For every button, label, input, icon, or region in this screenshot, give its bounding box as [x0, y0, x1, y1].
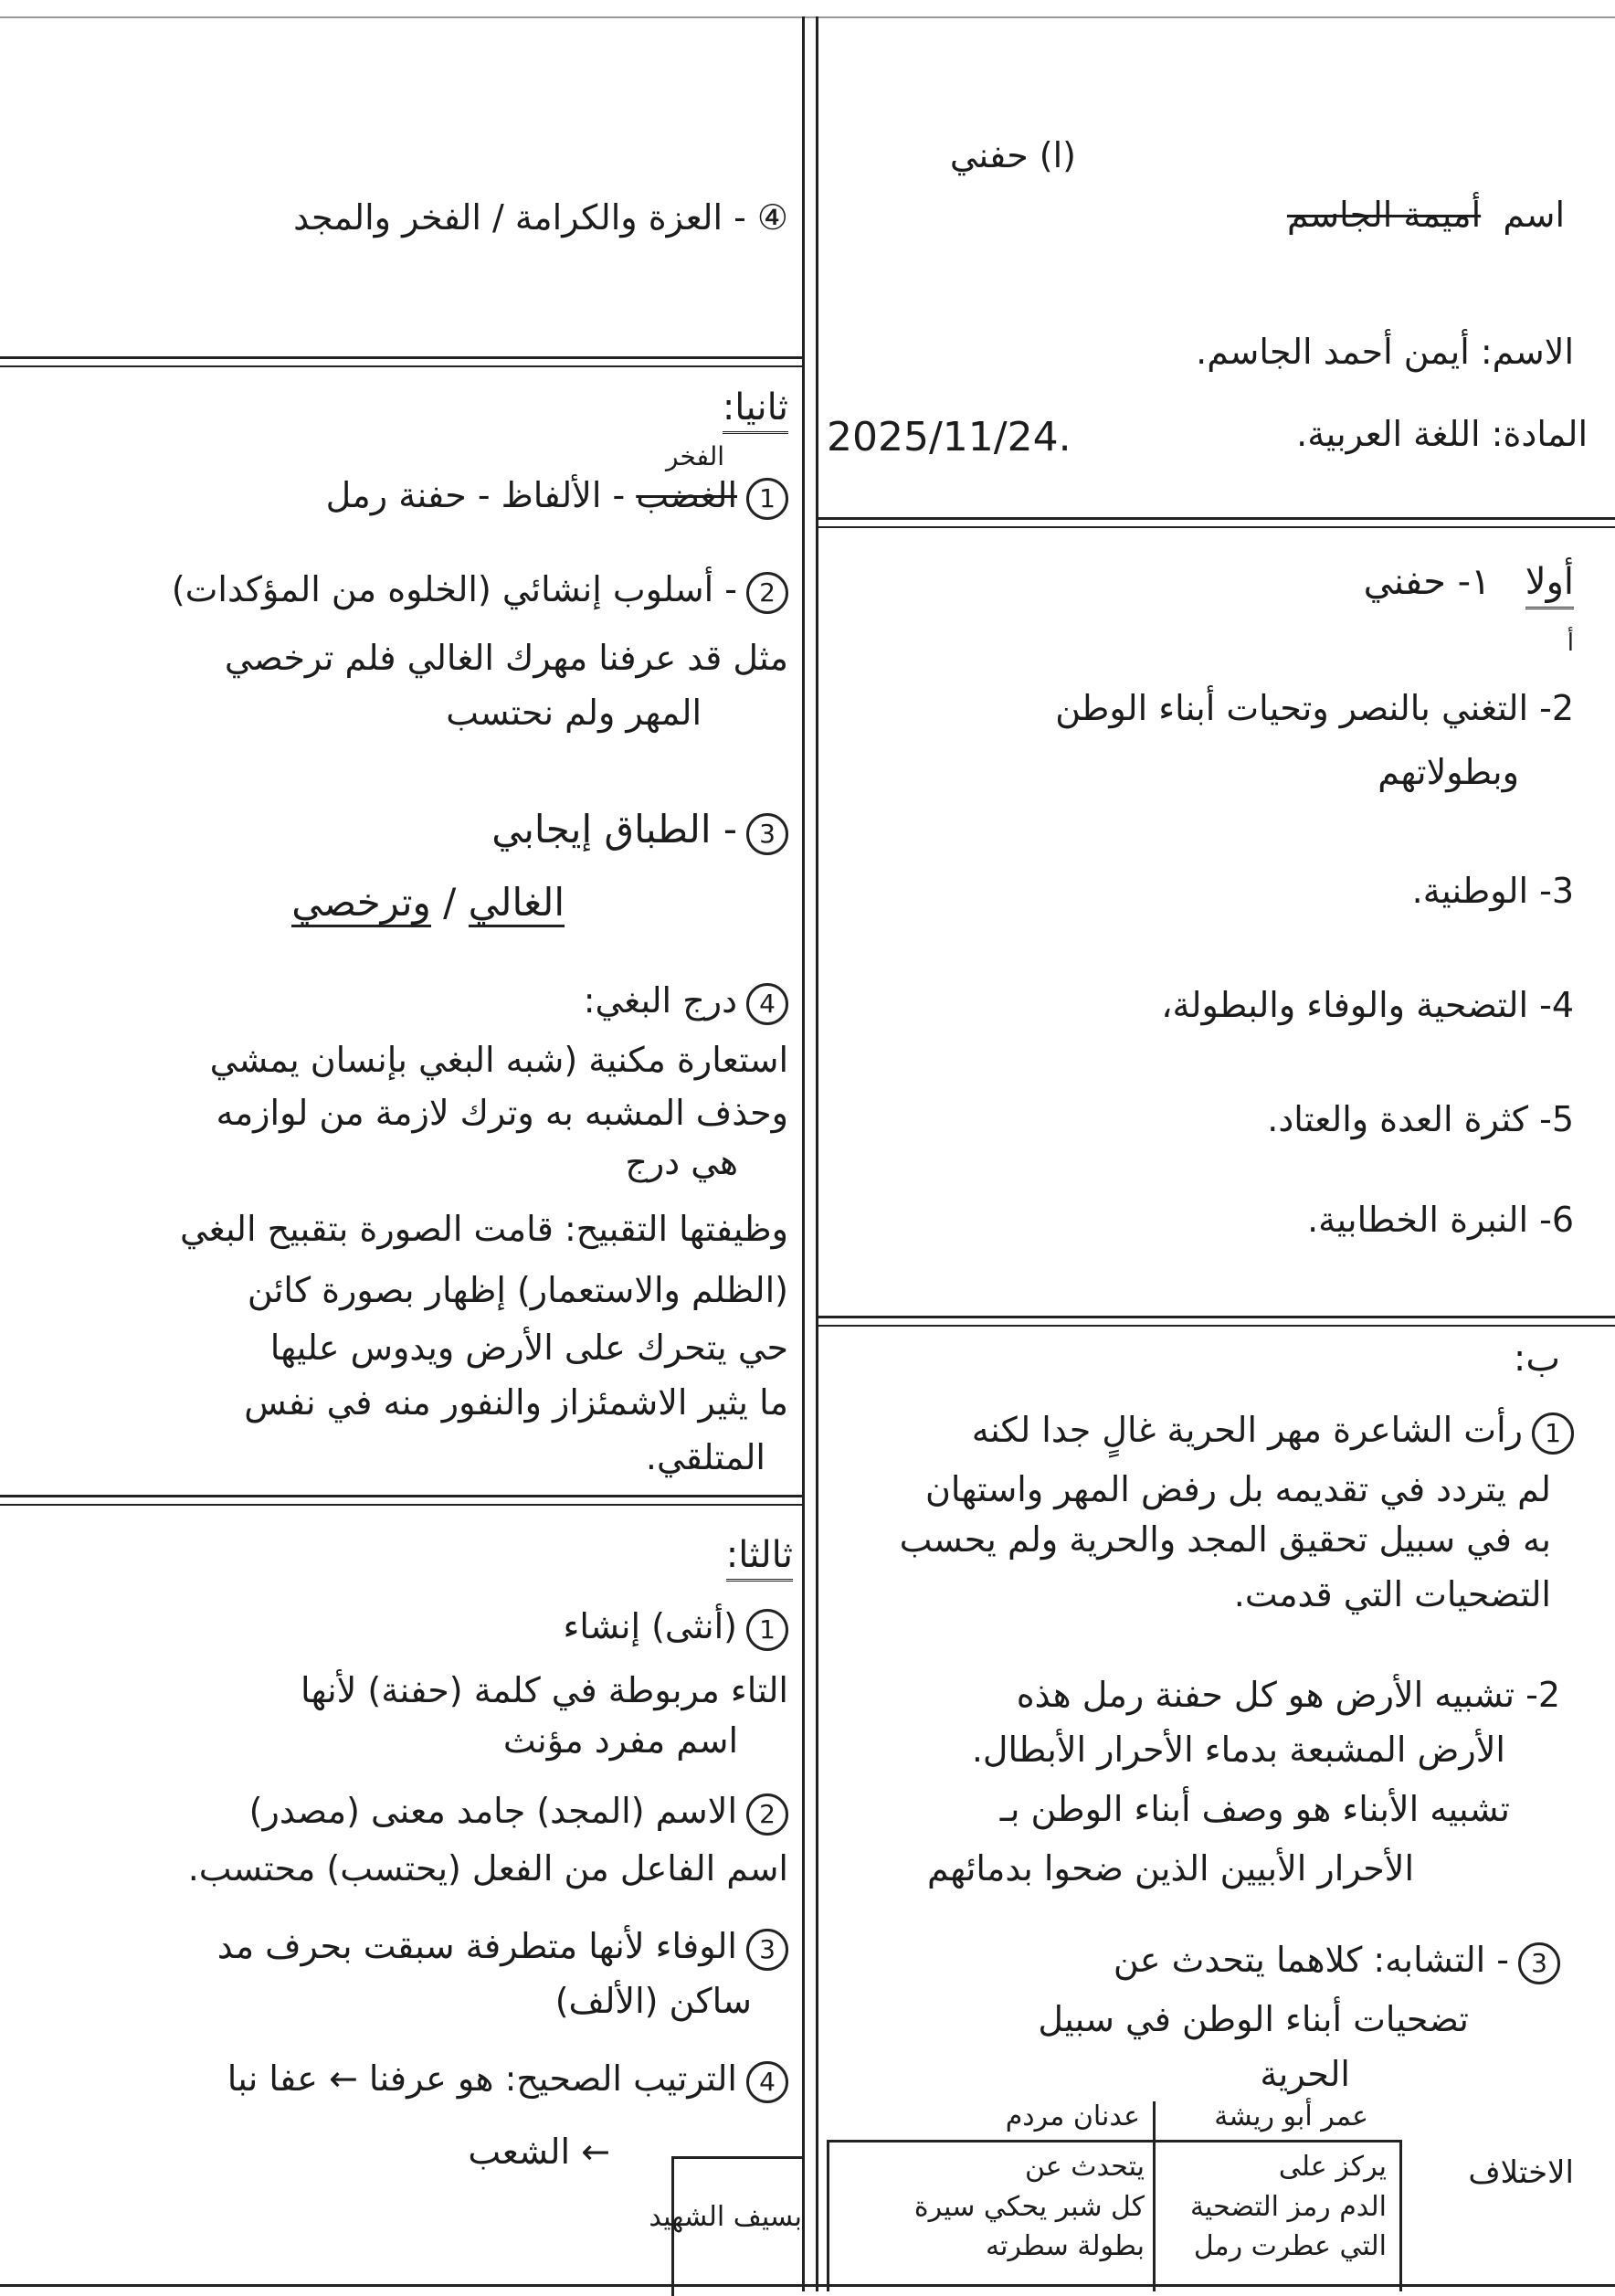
- second-q2: [172, 571, 788, 614]
- answer-line: استعارة مكنية (شبه البغي بإنسان يمشي: [209, 1040, 788, 1080]
- answer-text: - الطباق إيجابي: [491, 807, 737, 852]
- answer-line: الأرض المشبعة بدماء الأحرار الأبطال.: [971, 1730, 1505, 1770]
- answer-text: درج البغي:: [583, 980, 737, 1021]
- answer-text: - أسلوب إنشائي (الخلوه من المؤكدات): [171, 569, 737, 609]
- answer-line: وحذف المشبه به وترك لازمة من لوازمه: [216, 1093, 788, 1133]
- answer-text: رأت الشاعرة مهر الحرية غالٍ جدا لكنه: [971, 1410, 1523, 1450]
- second-q4: [584, 982, 788, 1025]
- left-divider-2: [0, 1495, 802, 1497]
- answer-text: - الألفاظ - حفنة رمل: [325, 475, 637, 515]
- cell-line: يركز على: [1278, 2151, 1387, 2183]
- q-number: 4: [746, 983, 788, 1025]
- right-divider-1: [818, 517, 1615, 520]
- table-right-edge: [1399, 2140, 1402, 2291]
- table-left-edge: [827, 2140, 829, 2291]
- student-name: الاسم: أيمن أحمد الجاسم.: [1196, 332, 1574, 372]
- table-header-omar: عمر أبو ريشة: [1214, 2100, 1368, 2132]
- bottom-border: [0, 2284, 1615, 2287]
- right-divider-1b: [818, 526, 1615, 528]
- table-col-divider: [1153, 2101, 1156, 2291]
- third-q4: [227, 2060, 788, 2103]
- center-divider-inner: [816, 16, 818, 2291]
- q-number: 1: [1532, 1413, 1574, 1455]
- answer-line: تضحيات أبناء الوطن في سبيل: [1038, 1999, 1469, 2039]
- answer-line: ← الشعب: [468, 2132, 610, 2172]
- table-overflow-text: بسيف الشهيد: [649, 2201, 802, 2233]
- answer-text: ١- حفني: [1363, 561, 1491, 603]
- struck-name-line: [1287, 196, 1565, 235]
- section-b-heading: ب:: [1513, 1338, 1560, 1380]
- answer-line: (الظلم والاستعمار) إظهار بصورة كائن: [247, 1270, 788, 1310]
- answer-line: تشبيه الأبناء هو وصف أبناء الوطن بـ: [999, 1789, 1510, 1829]
- cell-line: الدم رمز التضحية: [1189, 2190, 1387, 2223]
- answer-line: الأحرار الأبيين الذين ضحوا بدمائهم: [927, 1848, 1414, 1889]
- q-number: 3: [1518, 1942, 1560, 1984]
- second-q3: [491, 809, 788, 855]
- answer-text: الترتيب الصحيح: هو عرفنا ← عفا نبا: [227, 2058, 737, 2099]
- right-divider-2: [818, 1316, 1615, 1318]
- answer-line: 3- الوطنية.: [1411, 871, 1574, 911]
- answer-line: الحرية: [1260, 2054, 1350, 2094]
- q-number: 1: [746, 478, 788, 520]
- subject: المادة: اللغة العربية.: [1296, 414, 1588, 454]
- second-q1: [326, 477, 788, 520]
- table-header-line: [827, 2140, 1402, 2143]
- section-second-heading: ثانيا:: [723, 387, 788, 434]
- answer-line: به في سبيل تحقيق المجد والحرية ولم يحسب: [899, 1519, 1551, 1560]
- answer-line: 2- التغني بالنصر وتحيات أبناء الوطن: [1055, 688, 1574, 728]
- right-divider-2b: [818, 1325, 1615, 1327]
- q-number: 3: [746, 813, 788, 855]
- q-number: 1: [746, 1609, 788, 1651]
- section-third-heading: ثالثا:: [726, 1535, 793, 1582]
- third-q1: [564, 1608, 788, 1651]
- answer-line: لم يتردد في تقديمه بل رفض المهر واستهان: [924, 1469, 1551, 1509]
- cell-line: كل شبر يحكي سيرة: [913, 2190, 1145, 2223]
- answer-line: المتلقي.: [645, 1437, 765, 1477]
- antonym-2: وترخصي: [291, 880, 431, 927]
- answer-text: (أنثى) إنشاء: [563, 1606, 737, 1646]
- left-divider-1: [0, 356, 802, 359]
- answer-text: الاسم (المجد) جامد معنى (مصدر): [248, 1791, 737, 1831]
- answer-text: الوفاء لأنها متطرفة سبقت بحرف مد: [216, 1926, 737, 1966]
- answer-line: التضحيات التي قدمت.: [1233, 1574, 1551, 1614]
- cell-line: يتحدث عن: [1024, 2151, 1145, 2183]
- table-cell-omar: [1190, 2147, 1387, 2267]
- difference-label: الاختلاف: [1468, 2154, 1574, 2191]
- answer-line: اسم مفرد مؤنث: [502, 1720, 738, 1761]
- heading-text: أولا: [1525, 561, 1574, 609]
- section-first-heading: [1364, 562, 1574, 602]
- answer-line: التاء مربوطة في كلمة (حفنة) لأنها: [301, 1670, 788, 1710]
- q-number: 2: [746, 1793, 788, 1836]
- answer-line: 6- النبرة الخطابية.: [1307, 1200, 1574, 1240]
- answer-line: اسم الفاعل من الفعل (يحتسب) محتسب.: [187, 1848, 788, 1889]
- q-number: 4: [746, 2061, 788, 2103]
- left-divider-1b: [0, 365, 802, 367]
- answer-line: ما يثير الاشمئزاز والنفور منه في نفس: [244, 1382, 788, 1423]
- struck-word: الغضب: [636, 475, 737, 515]
- exam-date: 2025/11/24.: [827, 414, 1071, 460]
- answer-line: ساكن (الألف): [554, 1981, 752, 2021]
- name-label: اسم: [1503, 195, 1565, 235]
- left-divider-2b: [0, 1504, 802, 1506]
- q-number: 3: [746, 1929, 788, 1971]
- sub-label: أ: [1567, 630, 1574, 657]
- answer-line: 4- التضحية والوفاء والبطولة،: [1161, 985, 1574, 1025]
- b-q1: [972, 1412, 1574, 1455]
- answer-text: - التشابه: كلاهما يتحدث عن: [1113, 1940, 1509, 1980]
- answer-line: حي يتحرك على الأرض ويدوس عليها: [269, 1328, 788, 1368]
- answer-a: (ا) حفني: [949, 135, 1076, 175]
- answer-line: هي درج: [625, 1142, 738, 1182]
- answer-line: وبطولاتهم: [1378, 752, 1519, 792]
- answer-line: 5- كثرة العدة والعتاد.: [1267, 1099, 1574, 1139]
- third-q3: [217, 1928, 788, 1971]
- answer-line: المهر ولم نحتسب: [446, 693, 702, 733]
- struck-name: أميمة الجاسم: [1286, 195, 1482, 235]
- center-divider: [802, 16, 805, 2291]
- q-number: 2: [746, 572, 788, 614]
- third-q2: [249, 1793, 788, 1836]
- answer-line: وظيفتها التقبيح: قامت الصورة بتقبيح البغي: [179, 1209, 788, 1249]
- cell-line: بطولة سطرته: [986, 2230, 1145, 2262]
- correction-word: الفخر: [666, 441, 724, 471]
- answer-line: 2- تشبيه الأرض هو كل حفنة رمل هذه: [1016, 1675, 1560, 1715]
- table-cell-adnan: [914, 2147, 1145, 2267]
- second-q3-words: [291, 882, 565, 924]
- cell-line: التي عطرت رمل: [1193, 2230, 1387, 2262]
- antonym-1: الغالي: [469, 880, 565, 927]
- top-border: [0, 16, 1615, 18]
- answer-line: مثل قد عرفنا مهرك الغالي فلم ترخصي: [224, 638, 788, 678]
- table-header-adnan: عدنان مردم: [1005, 2100, 1140, 2132]
- separator: /: [430, 880, 469, 925]
- left-top-answer: ④ - العزة والكرامة / الفخر والمجد: [293, 197, 788, 238]
- b-q3: [1114, 1942, 1560, 1984]
